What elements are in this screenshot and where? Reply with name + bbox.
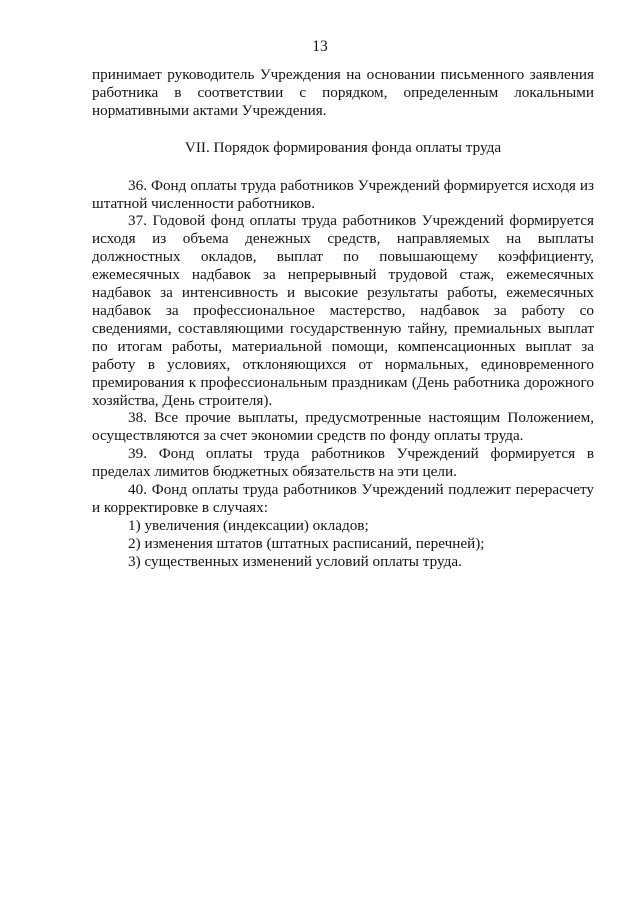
page-number: 13 [312, 38, 328, 55]
list-item-3: 3) существенных изменений условий оплаты труда. [128, 552, 462, 570]
paragraph-40: 40. Фонд оплаты труда работников Учреждений подлежит перерасчету и корректировке в случаях: [92, 481, 594, 516]
paragraph-36: 36. Фонд оплаты труда работников Учреждений формируется исходя из штатной численности работников. [92, 176, 594, 212]
section-heading: VII. Порядок формирования фонда оплаты труда [184, 138, 502, 156]
paragraph-38: 38. Все прочие выплаты, предусмотренные настоящим Положением, осуществляются за счет экономии средств по фонду оплаты труда. [92, 409, 594, 445]
document-body [92, 66, 594, 571]
paragraph-39: 39. Фонд оплаты труда работников Учреждений формируется в пределах лимитов бюджетных обязательств на эти цели. [92, 445, 594, 481]
list-item-1: 1) увеличения (индексации) окладов; [128, 516, 369, 534]
intro-paragraph: принимает руководитель Учреждения на основании письменного заявления работника в соответствии с порядком, определенным локальными нормативными актами Учреждения. [92, 66, 594, 119]
list-item-2: 2) изменения штатов (штатных расписаний, перечней); [128, 534, 485, 552]
paragraph-37: 37. Годовой фонд оплаты труда работников Учреждений формируется исходя из объема денежных средств, направляемых на выплаты должностных окладов, выплат по повышающему коэффициенту, ежемесячных надбавок за непрерывный трудовой стаж, ежемесячных надбавок за интенсивность и высокие результаты работы, ежемесячных надбавок за профессиональное мастерство, надбавок за работу со сведениями, составляющими государственную тайну, премиальных выплат по итогам работы, материальной помощи, компенсационных выплат за работу в условиях, отклоняющихся от нормальных, единовременного премирования к профессиональным праздникам (День работника дорожного хозяйства, День строителя). [92, 212, 594, 409]
